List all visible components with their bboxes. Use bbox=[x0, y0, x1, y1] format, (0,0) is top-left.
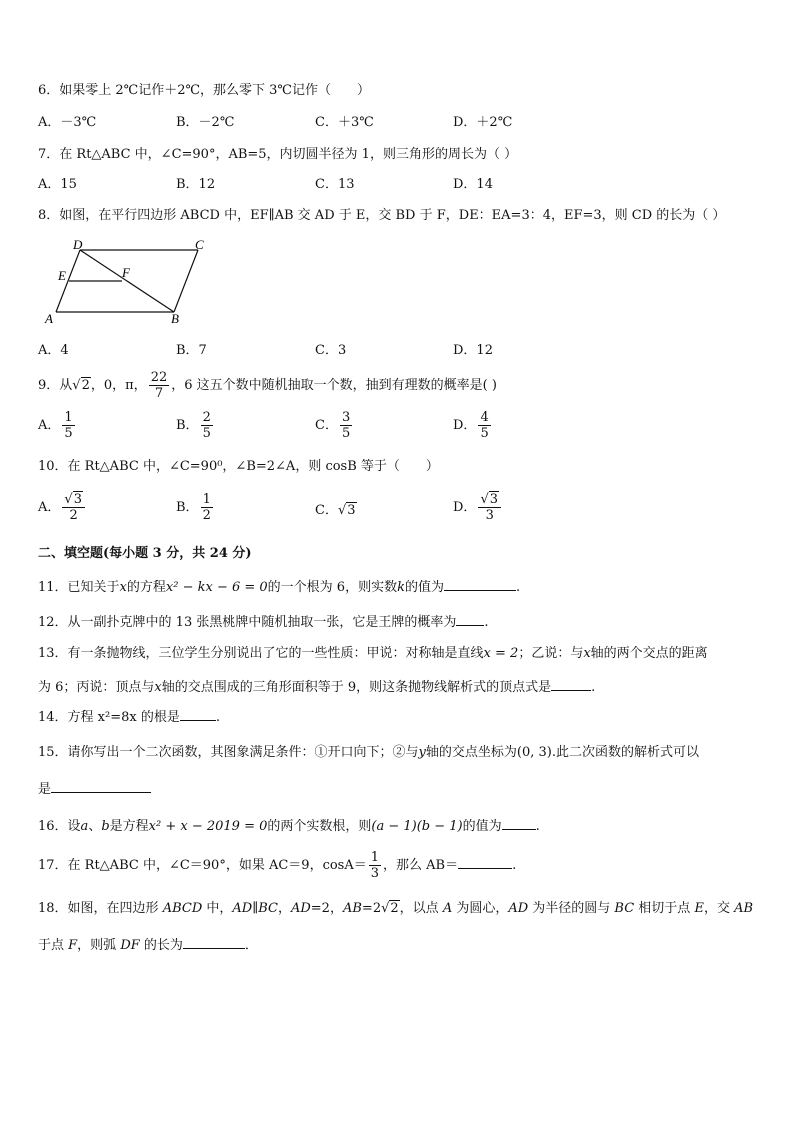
q10-stem: 10．在 Rt△ABC 中，∠C=90⁰，∠B=2∠A，则 cosB 等于（ ） bbox=[38, 459, 439, 474]
q17-stem: 17．在 Rt△ABC 中，∠C＝90°，如果 AC＝9，cosA＝ $\frac{1}{3}$ ，那么 AB＝ . bbox=[38, 850, 517, 881]
q15-line1: 15．请你写出一个二次函数，其图象满足条件：①开口向下；②与y轴的交点坐标为(0, 3).此二次函数的解析式可以 bbox=[38, 745, 700, 760]
sqrt-symbol: √2 bbox=[72, 378, 90, 393]
label-f: F bbox=[122, 265, 130, 280]
q18-line1: 18．如图，在四边形 ABCD 中，AD∥BC，AD=2，AB=2√2，以点 A 为圆心，AD 为半径的圆与 BC 相切于点 E，交 AB bbox=[38, 901, 754, 916]
q6-option-b: B．－2℃ bbox=[176, 115, 235, 130]
q10-option-a: A． $\frac{√3}{2}$ bbox=[38, 492, 87, 523]
q7-option-b: B．12 bbox=[176, 177, 216, 192]
answer-blank bbox=[458, 856, 512, 869]
q6-option-a: A．－3℃ bbox=[38, 115, 97, 130]
q7-stem: 7．在 Rt△ABC 中，∠C=90°，AB=5，内切圆半径为 1，则三角形的周长为（ ） bbox=[38, 147, 518, 162]
answer-blank bbox=[180, 708, 216, 721]
q7-option-d: D．14 bbox=[453, 177, 493, 192]
q10-option-b: B． $\frac{1}{2}$ bbox=[176, 492, 211, 523]
q13-line2: 为 6；丙说：顶点与x轴的交点围成的三角形面积等于 9，则这条抛物线解析式的顶点式是 . bbox=[38, 680, 596, 695]
fraction-22-7: $\frac{22}{7}$ bbox=[150, 370, 168, 401]
q13-line1: 13．有一条抛物线，三位学生分别说出了它的一些性质：甲说：对称轴是直线x = 2；乙说：与x轴的两个交点的距离 bbox=[38, 646, 708, 661]
q7-option-c: C．13 bbox=[315, 177, 355, 192]
q11-stem: 11．已知关于x的方程x² − kx − 6 = 0的一个根为 6，则实数k的值为 . bbox=[38, 580, 521, 595]
q8-stem: 8．如图，在平行四边形 ABCD 中，EF∥AB 交 AD 于 E，交 BD 于 F，DE：EA=3：4，EF=3，则 CD 的长为（ ） bbox=[38, 208, 726, 223]
answer-blank bbox=[502, 817, 536, 830]
label-a: A bbox=[45, 311, 53, 326]
q6-option-d: D．＋2℃ bbox=[453, 115, 513, 130]
q7-option-a: A．15 bbox=[38, 177, 77, 192]
q9-option-a: A． $\frac{1}{5}$ bbox=[38, 410, 73, 441]
q9-stem: 9．从√2，0，π， $\frac{22}{7}$ ，6 这五个数中随机抽取一个数，抽到有理数的概率是( ) bbox=[38, 370, 497, 401]
q10-option-c: C．√3 bbox=[315, 503, 356, 518]
q16-stem: 16．设a、b是方程x² + x − 2019 = 0的两个实数根，则(a − 1)(b − 1)的值为 . bbox=[38, 819, 540, 834]
section-title: 二、填空题(每小题 3 分，共 24 分) bbox=[38, 546, 252, 561]
answer-blank bbox=[551, 678, 591, 691]
label-c: C bbox=[195, 238, 204, 252]
q9-option-d: D． $\frac{4}{5}$ bbox=[453, 410, 489, 441]
q6-option-c: C．＋3℃ bbox=[315, 115, 374, 130]
answer-blank bbox=[183, 936, 245, 949]
label-e: E bbox=[58, 268, 66, 283]
q15-line2: 是 bbox=[38, 780, 151, 799]
label-b: B bbox=[171, 311, 179, 326]
q10-option-d: D． $\frac{√3}{3}$ bbox=[453, 492, 503, 523]
q9-option-b: B． $\frac{2}{5}$ bbox=[176, 410, 211, 441]
q8-option-a: A．4 bbox=[38, 343, 69, 358]
q8-option-b: B．7 bbox=[176, 343, 207, 358]
q12-stem: 12．从一副扑克牌中的 13 张黑桃牌中随机抽取一张，它是王牌的概率为 . bbox=[38, 615, 489, 630]
q8-option-d: D．12 bbox=[453, 343, 493, 358]
q6-stem: 6．如果零上 2℃记作＋2℃，那么零下 3℃记作（ ） bbox=[38, 83, 370, 98]
answer-blank bbox=[444, 578, 516, 591]
q9-option-c: C． $\frac{3}{5}$ bbox=[315, 410, 351, 441]
parallelogram-figure bbox=[40, 238, 220, 330]
label-d: D bbox=[73, 238, 83, 252]
q14-stem: 14．方程 x²=8x 的根是 . bbox=[38, 710, 220, 725]
answer-blank bbox=[51, 780, 151, 793]
answer-blank bbox=[456, 613, 484, 626]
q18-line2: 于点 F，则弧 DF 的长为 ． bbox=[38, 938, 258, 953]
q8-option-c: C．3 bbox=[315, 343, 347, 358]
